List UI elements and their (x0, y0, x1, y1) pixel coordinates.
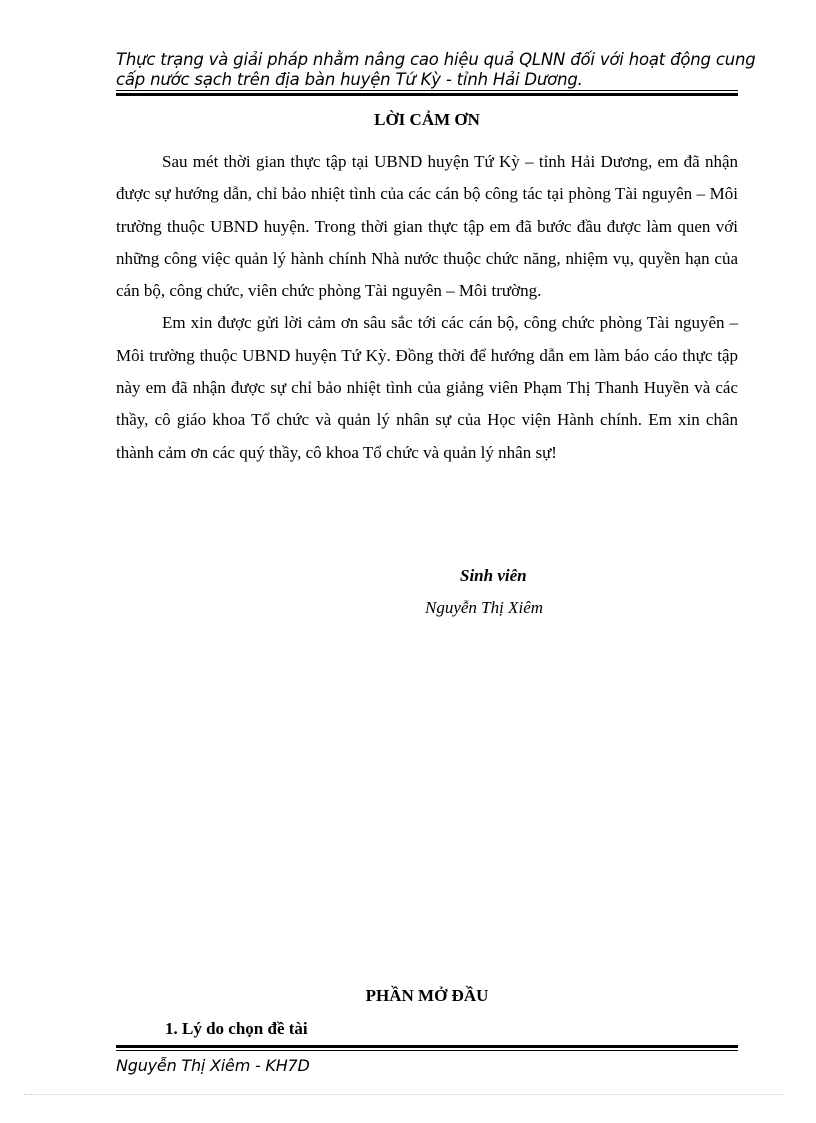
page-header (116, 50, 756, 90)
signer-name: Nguyễn Thị Xiêm (425, 598, 544, 617)
footer-rule-thin (116, 1050, 738, 1051)
section-title: PHẦN MỞ ĐẦU (365, 986, 489, 1005)
paragraph-2: Em xin được gửi lời cảm ơn sâu sắc tới các cán bộ, công chức phòng Tài nguyên – Môi trường thuộc UBND huyện Tứ Kỳ. Đồng thời để hướng dẫn em làm báo cáo thực tập này em đã nhận được sự chỉ bảo nhiệt tình của giảng viên Phạm Thị Thanh Huyền và các thầy, cô giáo khoa Tổ chức và quản lý nhân sự của Học viện Hành chính. Em xin chân thành cảm ơn các quý thầy, cô khoa Tổ chức và quản lý nhân sự! (116, 313, 738, 462)
page-footer: Nguyễn Thị Xiêm - KH7D (116, 1056, 310, 1075)
header-line-1: Thực trạng và giải pháp nhằm nâng cao hiệu quả QLNN đối với hoạt động cung (116, 50, 756, 69)
header-rule-thick (116, 93, 738, 96)
footer-rule-thick (116, 1045, 738, 1048)
header-rule-thin (116, 90, 738, 91)
signer-role: Sinh viên (460, 566, 527, 585)
paragraph-1: Sau mét thời gian thực tập tại UBND huyện Tứ Kỳ – tỉnh Hải Dương, em đã nhận được sự hướng dẫn, chỉ bảo nhiệt tình của các cán bộ công tác tại phòng Tài nguyên – Môi trường thuộc UBND huyện. Trong thời gian thực tập em đã bước đầu được làm quen với những công việc quản lý hành chính Nhà nước thuộc chức năng, nhiệm vụ, quyền hạn của cán bộ, công chức, viên chức phòng Tài nguyên – Môi trường. (116, 152, 738, 301)
page-bottom-dotted-line (24, 1094, 784, 1095)
body-text (116, 146, 738, 469)
header-line-2: cấp nước sạch trên địa bàn huyện Tứ Kỳ - tỉnh Hải Dương. (116, 70, 583, 89)
subsection-title: 1. Lý do chọn đề tài (165, 1019, 308, 1038)
page-title: LỜI CẢM ƠN (374, 110, 480, 129)
